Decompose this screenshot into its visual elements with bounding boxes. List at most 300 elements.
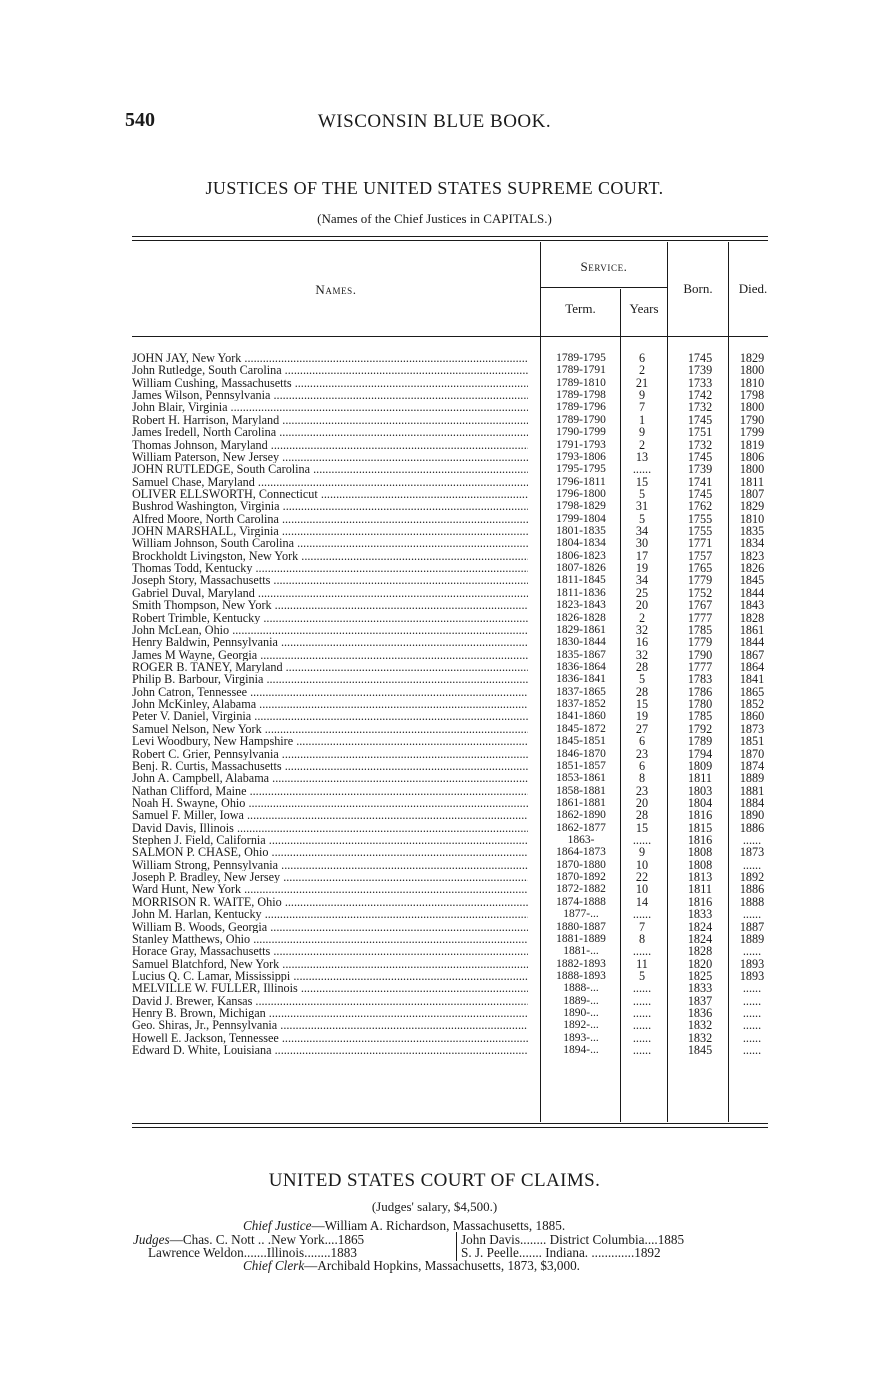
years-served: 34 bbox=[635, 573, 649, 588]
years-served: 32 bbox=[635, 622, 649, 637]
years-served: 10 bbox=[635, 882, 649, 897]
term-of-service: 1789-1796 bbox=[556, 401, 606, 414]
justice-name: John McKinley, Alabama ..... bbox=[132, 698, 528, 710]
term-of-service: 1829-1861 bbox=[556, 623, 606, 636]
table-row bbox=[132, 426, 772, 438]
years-served: 34 bbox=[635, 524, 649, 539]
table-row bbox=[132, 401, 772, 413]
years-served: 28 bbox=[635, 684, 649, 699]
year-died: 1829 bbox=[739, 499, 765, 514]
chief-justice-text: —William A. Richardson, Massachusetts, 1885. bbox=[311, 1218, 566, 1233]
header-term: Term. bbox=[565, 301, 596, 316]
term-of-service: 1888-... bbox=[563, 982, 599, 995]
term-of-service: 1892-... bbox=[563, 1019, 599, 1032]
table-row bbox=[132, 364, 772, 376]
year-born: 1813 bbox=[687, 870, 713, 885]
term-of-service: 1789-1810 bbox=[556, 376, 606, 389]
year-died: 1819 bbox=[739, 437, 765, 452]
justice-name: Henry Baldwin, Pennsylvania ..... bbox=[132, 636, 528, 648]
table-row bbox=[132, 933, 772, 945]
justice-name: John M. Harlan, Kentucky ..... bbox=[132, 908, 528, 920]
year-born: 1816 bbox=[687, 833, 713, 848]
year-born: 1745 bbox=[687, 486, 713, 501]
year-born: 1803 bbox=[687, 783, 713, 798]
term-of-service: 1894-... bbox=[563, 1044, 599, 1057]
table-row bbox=[132, 636, 772, 648]
years-served: 9 bbox=[638, 388, 646, 403]
table-row bbox=[132, 414, 772, 426]
table-row bbox=[132, 352, 772, 364]
justice-name: John Blair, Virginia ..... bbox=[132, 401, 528, 413]
year-died: 1834 bbox=[739, 536, 765, 551]
term-of-service: 1789-1798 bbox=[556, 389, 606, 402]
term-of-service: 1811-1845 bbox=[556, 574, 606, 587]
table-row bbox=[132, 525, 772, 537]
year-died: 1835 bbox=[739, 524, 765, 539]
years-served: 22 bbox=[635, 870, 649, 885]
years-served: 2 bbox=[638, 610, 646, 625]
term-of-service: 1796-1811 bbox=[556, 475, 606, 488]
justice-name: Robert Trimble, Kentucky ..... bbox=[132, 612, 528, 624]
years-served: 5 bbox=[638, 968, 646, 983]
years-served: ...... bbox=[632, 1018, 652, 1033]
years-served: 21 bbox=[635, 375, 649, 390]
term-of-service: 1864-1873 bbox=[556, 846, 606, 859]
table-row bbox=[132, 1019, 772, 1031]
years-served: 17 bbox=[635, 548, 649, 563]
term-of-service: 1798-1829 bbox=[556, 500, 606, 513]
year-born: 1833 bbox=[687, 981, 713, 996]
header-years: Years bbox=[629, 301, 659, 316]
table-row bbox=[132, 921, 772, 933]
years-served: 11 bbox=[636, 956, 648, 971]
year-died: 1823 bbox=[739, 548, 765, 563]
justice-name: Samuel Nelson, New York ..... bbox=[132, 723, 528, 735]
year-born: 1779 bbox=[687, 635, 713, 650]
year-born: 1836 bbox=[687, 1006, 713, 1021]
table-row bbox=[132, 945, 772, 957]
table-row bbox=[132, 673, 772, 685]
table-row bbox=[132, 710, 772, 722]
justice-name: MELVILLE W. FULLER, Illinois ..... bbox=[132, 982, 528, 994]
term-of-service: 1835-1867 bbox=[556, 648, 606, 661]
year-died: 1890 bbox=[739, 808, 765, 823]
years-served: 32 bbox=[635, 647, 649, 662]
years-served: ...... bbox=[632, 981, 652, 996]
term-of-service: 1872-1882 bbox=[556, 883, 606, 896]
year-died: ...... bbox=[742, 833, 762, 848]
table-row bbox=[132, 834, 772, 846]
years-served: 13 bbox=[635, 449, 649, 464]
year-died: 1861 bbox=[739, 622, 765, 637]
term-of-service: 1861-1881 bbox=[556, 796, 606, 809]
justice-name: Gabriel Duval, Maryland ..... bbox=[132, 587, 528, 599]
header-service: Service. bbox=[580, 259, 628, 274]
justice-name: Stephen J. Field, California ..... bbox=[132, 834, 528, 846]
claims-subtitle: (Judges' salary, $4,500.) bbox=[371, 1199, 498, 1214]
years-served: 20 bbox=[635, 598, 649, 613]
judges-line2-left: Lawrence Weldon.......Illinois........1883 bbox=[148, 1245, 357, 1260]
year-died: 1806 bbox=[739, 449, 765, 464]
justice-name: Ward Hunt, New York ..... bbox=[132, 883, 528, 895]
year-died: 1843 bbox=[739, 598, 765, 613]
years-served: 27 bbox=[635, 721, 649, 736]
years-served: 19 bbox=[635, 709, 649, 724]
years-served: ...... bbox=[632, 907, 652, 922]
years-served: 31 bbox=[635, 499, 649, 514]
year-died: 1844 bbox=[739, 635, 765, 650]
header-born: Born. bbox=[683, 281, 713, 296]
table-row bbox=[132, 748, 772, 760]
year-born: 1828 bbox=[687, 944, 713, 959]
term-of-service: 1836-1841 bbox=[556, 673, 606, 686]
year-died: 1800 bbox=[739, 400, 765, 415]
year-born: 1789 bbox=[687, 734, 713, 749]
table-row bbox=[132, 463, 772, 475]
term-of-service: 1845-1872 bbox=[556, 722, 606, 735]
justice-name: John Catron, Tennessee ..... bbox=[132, 686, 528, 698]
table-row bbox=[132, 809, 772, 821]
year-died: 1851 bbox=[739, 734, 765, 749]
justice-name: Geo. Shiras, Jr., Pennsylvania ..... bbox=[132, 1019, 528, 1031]
table-row bbox=[132, 896, 772, 908]
term-of-service: 1889-... bbox=[563, 994, 599, 1007]
years-served: ...... bbox=[632, 993, 652, 1008]
judges-line2-right: S. J. Peelle....... Indiana. .............1892 bbox=[461, 1245, 661, 1260]
year-born: 1751 bbox=[687, 425, 713, 440]
years-served: 25 bbox=[635, 585, 649, 600]
justice-name: James Iredell, North Carolina ..... bbox=[132, 426, 528, 438]
justice-name: Thomas Johnson, Maryland ..... bbox=[132, 439, 528, 451]
term-of-service: 1893-... bbox=[563, 1031, 599, 1044]
years-served: ...... bbox=[632, 1006, 652, 1021]
chief-clerk-line bbox=[243, 1258, 580, 1274]
term-of-service: 1888-1893 bbox=[556, 969, 606, 982]
years-served: ...... bbox=[632, 462, 652, 477]
justice-name: Bushrod Washington, Virginia ..... bbox=[132, 500, 528, 512]
year-died: 1807 bbox=[739, 486, 765, 501]
justice-name: Howell E. Jackson, Tennessee ..... bbox=[132, 1032, 528, 1044]
year-died: 1829 bbox=[739, 351, 765, 365]
table-row bbox=[132, 871, 772, 883]
justices-table-body bbox=[132, 352, 772, 1056]
page-number: 540 bbox=[125, 109, 155, 131]
justice-name: JOHN JAY, New York ..... bbox=[132, 352, 528, 364]
year-died: ...... bbox=[742, 1018, 762, 1033]
table-row bbox=[132, 513, 772, 525]
years-served: 8 bbox=[638, 771, 646, 786]
judges-line1-right: John Davis........ District Columbia....1885 bbox=[461, 1232, 685, 1247]
years-served: 23 bbox=[635, 783, 649, 798]
year-born: 1816 bbox=[687, 808, 713, 823]
year-born: 1732 bbox=[687, 400, 713, 415]
term-of-service: 1870-1892 bbox=[556, 871, 606, 884]
years-served: 15 bbox=[635, 474, 649, 489]
table-top-rule-1 bbox=[132, 236, 768, 237]
years-served: 5 bbox=[638, 486, 646, 501]
years-served: 6 bbox=[638, 351, 646, 365]
justice-name: Noah H. Swayne, Ohio ..... bbox=[132, 797, 528, 809]
years-served: 2 bbox=[638, 437, 646, 452]
years-served: 30 bbox=[635, 536, 649, 551]
year-died: 1845 bbox=[739, 573, 765, 588]
term-of-service: 1811-1836 bbox=[556, 586, 606, 599]
table-row bbox=[132, 562, 772, 574]
chief-clerk-text: —Archibald Hopkins, Massachusetts, 1873, $3,000. bbox=[304, 1258, 580, 1273]
term-of-service: 1791-1793 bbox=[556, 438, 606, 451]
year-died: 1889 bbox=[739, 931, 765, 946]
justice-name: William Cushing, Massachusetts ..... bbox=[132, 377, 528, 389]
years-served: 5 bbox=[638, 672, 646, 687]
year-born: 1771 bbox=[687, 536, 713, 551]
justice-name: SALMON P. CHASE, Ohio ..... bbox=[132, 846, 528, 858]
term-of-service: 1846-1870 bbox=[556, 747, 606, 760]
term-of-service: 1795-1795 bbox=[556, 463, 606, 476]
year-died: 1826 bbox=[739, 561, 765, 576]
years-served: 7 bbox=[638, 919, 646, 934]
year-born: 1745 bbox=[687, 449, 713, 464]
years-served: 15 bbox=[635, 697, 649, 712]
justice-name: James Wilson, Pennsylvania ..... bbox=[132, 389, 528, 401]
year-died: 1844 bbox=[739, 585, 765, 600]
year-died: ...... bbox=[742, 1043, 762, 1058]
table-row bbox=[132, 822, 772, 834]
years-served: 5 bbox=[638, 511, 646, 526]
years-served: 9 bbox=[638, 845, 646, 860]
year-born: 1767 bbox=[687, 598, 713, 613]
year-died: 1893 bbox=[739, 956, 765, 971]
year-born: 1762 bbox=[687, 499, 713, 514]
year-born: 1745 bbox=[687, 412, 713, 427]
running-head: WISCONSIN BLUE BOOK. bbox=[317, 111, 552, 132]
year-died: ...... bbox=[742, 1030, 762, 1045]
term-of-service: 1823-1843 bbox=[556, 599, 606, 612]
justice-name: Levi Woodbury, New Hampshire ..... bbox=[132, 735, 528, 747]
justices-title: JUSTICES OF THE UNITED STATES SUPREME COURT. bbox=[205, 178, 664, 198]
term-of-service: 1877-... bbox=[563, 908, 599, 921]
year-died: ...... bbox=[742, 907, 762, 922]
chief-justice-label: Chief Justice bbox=[243, 1218, 312, 1233]
years-served: 6 bbox=[638, 734, 646, 749]
year-died: 1886 bbox=[739, 820, 765, 835]
year-born: 1809 bbox=[687, 758, 713, 773]
years-served: 15 bbox=[635, 820, 649, 835]
year-born: 1832 bbox=[687, 1030, 713, 1045]
service-divider-rule bbox=[540, 287, 667, 288]
table-row bbox=[132, 550, 772, 562]
year-died: 1881 bbox=[739, 783, 765, 798]
year-died: 1873 bbox=[739, 845, 765, 860]
justice-name: Samuel F. Miller, Iowa ..... bbox=[132, 809, 528, 821]
justice-name: Robert H. Harrison, Maryland ..... bbox=[132, 414, 528, 426]
term-of-service: 1881-1889 bbox=[556, 932, 606, 945]
table-row bbox=[132, 859, 772, 871]
year-died: 1798 bbox=[739, 388, 765, 403]
table-row bbox=[132, 760, 772, 772]
year-born: 1804 bbox=[687, 795, 713, 810]
year-born: 1733 bbox=[687, 375, 713, 390]
table-row bbox=[132, 908, 772, 920]
year-born: 1755 bbox=[687, 524, 713, 539]
year-died: 1811 bbox=[740, 474, 764, 489]
term-of-service: 1801-1835 bbox=[556, 525, 606, 538]
claims-title: UNITED STATES COURT OF CLAIMS. bbox=[268, 1170, 601, 1191]
year-born: 1779 bbox=[687, 573, 713, 588]
judges-line1-left: —Chas. C. Nott .. .New York....1865 bbox=[169, 1232, 365, 1247]
justice-name: JOHN MARSHALL, Virginia ..... bbox=[132, 525, 528, 537]
table-row bbox=[132, 797, 772, 809]
term-of-service: 1858-1881 bbox=[556, 784, 606, 797]
year-born: 1808 bbox=[687, 845, 713, 860]
term-of-service: 1806-1823 bbox=[556, 549, 606, 562]
year-died: ...... bbox=[742, 981, 762, 996]
table-row bbox=[132, 723, 772, 735]
term-of-service: 1870-1880 bbox=[556, 858, 606, 871]
justice-name: ROGER B. TANEY, Maryland ..... bbox=[132, 661, 528, 673]
year-born: 1816 bbox=[687, 894, 713, 909]
year-died: 1889 bbox=[739, 771, 765, 786]
year-died: ...... bbox=[742, 1006, 762, 1021]
table-row bbox=[132, 451, 772, 463]
year-born: 1783 bbox=[687, 672, 713, 687]
justice-name: Peter V. Daniel, Virginia ..... bbox=[132, 710, 528, 722]
table-row bbox=[132, 958, 772, 970]
years-served: 10 bbox=[635, 857, 649, 872]
year-died: 1810 bbox=[739, 511, 765, 526]
year-died: 1874 bbox=[739, 758, 765, 773]
year-born: 1755 bbox=[687, 511, 713, 526]
year-died: 1886 bbox=[739, 882, 765, 897]
term-of-service: 1790-1799 bbox=[556, 426, 606, 439]
year-died: 1892 bbox=[739, 870, 765, 885]
table-row bbox=[132, 537, 772, 549]
year-died: 1864 bbox=[739, 659, 765, 674]
term-of-service: 1796-1800 bbox=[556, 487, 606, 500]
year-born: 1741 bbox=[687, 474, 713, 489]
term-of-service: 1793-1806 bbox=[556, 450, 606, 463]
table-row bbox=[132, 389, 772, 401]
table-row bbox=[132, 439, 772, 451]
term-of-service: 1863- bbox=[567, 834, 595, 847]
year-died: 1828 bbox=[739, 610, 765, 625]
term-of-service: 1837-1852 bbox=[556, 698, 606, 711]
term-of-service: 1789-1791 bbox=[556, 364, 606, 377]
term-of-service: 1841-1860 bbox=[556, 710, 606, 723]
year-born: 1777 bbox=[687, 659, 713, 674]
year-born: 1745 bbox=[687, 351, 713, 365]
year-born: 1790 bbox=[687, 647, 713, 662]
years-served: 28 bbox=[635, 659, 649, 674]
term-of-service: 1845-1851 bbox=[556, 735, 606, 748]
year-died: 1884 bbox=[739, 795, 765, 810]
table-row bbox=[132, 624, 772, 636]
table-bottom-rule-1 bbox=[132, 1123, 768, 1124]
term-of-service: 1836-1864 bbox=[556, 660, 606, 673]
year-died: 1867 bbox=[739, 647, 765, 662]
justice-name: James M Wayne, Georgia ..... bbox=[132, 649, 528, 661]
justice-name: Horace Gray, Massachusetts ..... bbox=[132, 945, 528, 957]
year-died: 1799 bbox=[739, 425, 765, 440]
header-bottom-rule bbox=[132, 336, 768, 337]
year-born: 1808 bbox=[687, 857, 713, 872]
justice-name: William Strong, Pennsylvania ..... bbox=[132, 859, 528, 871]
term-of-service: 1789-1795 bbox=[556, 352, 606, 364]
year-born: 1811 bbox=[688, 771, 712, 786]
year-born: 1739 bbox=[687, 462, 713, 477]
year-born: 1824 bbox=[687, 919, 713, 934]
term-of-service: 1890-... bbox=[563, 1007, 599, 1020]
years-served: 6 bbox=[638, 758, 646, 773]
year-died: 1860 bbox=[739, 709, 765, 724]
years-served: ...... bbox=[632, 944, 652, 959]
year-born: 1794 bbox=[687, 746, 713, 761]
year-born: 1752 bbox=[687, 585, 713, 600]
term-of-service: 1851-1857 bbox=[556, 759, 606, 772]
years-served: 8 bbox=[638, 931, 646, 946]
years-served: 14 bbox=[635, 894, 649, 909]
term-of-service: 1826-1828 bbox=[556, 611, 606, 624]
table-row bbox=[132, 1032, 772, 1044]
year-born: 1833 bbox=[687, 907, 713, 922]
years-served: 19 bbox=[635, 561, 649, 576]
year-born: 1811 bbox=[688, 882, 712, 897]
justice-name: MORRISON R. WAITE, Ohio ..... bbox=[132, 896, 528, 908]
justice-name: Smith Thompson, New York ..... bbox=[132, 599, 528, 611]
years-served: ...... bbox=[632, 1030, 652, 1045]
term-of-service: 1807-1826 bbox=[556, 562, 606, 575]
years-served: 28 bbox=[635, 808, 649, 823]
justice-name: John Rutledge, South Carolina ..... bbox=[132, 364, 528, 376]
year-born: 1777 bbox=[687, 610, 713, 625]
years-served: 2 bbox=[638, 363, 646, 378]
justice-name: Joseph Story, Massachusetts ..... bbox=[132, 574, 528, 586]
table-row bbox=[132, 846, 772, 858]
term-of-service: 1837-1865 bbox=[556, 685, 606, 698]
justice-name: Nathan Clifford, Maine ..... bbox=[132, 785, 528, 797]
table-top-rule-2 bbox=[132, 240, 768, 241]
year-died: 1800 bbox=[739, 363, 765, 378]
justice-name: David Davis, Illinois ..... bbox=[132, 822, 528, 834]
justice-name: Alfred Moore, North Carolina ..... bbox=[132, 513, 528, 525]
term-of-service: 1862-1890 bbox=[556, 809, 606, 822]
year-born: 1786 bbox=[687, 684, 713, 699]
justice-name: David J. Brewer, Kansas ..... bbox=[132, 995, 528, 1007]
term-of-service: 1862-1877 bbox=[556, 821, 606, 834]
justice-name: William Johnson, South Carolina ..... bbox=[132, 537, 528, 549]
term-of-service: 1789-1790 bbox=[556, 413, 606, 426]
table-row bbox=[132, 649, 772, 661]
justice-name: JOHN RUTLEDGE, South Carolina ..... bbox=[132, 463, 528, 475]
year-born: 1832 bbox=[687, 1018, 713, 1033]
year-born: 1792 bbox=[687, 721, 713, 736]
table-row bbox=[132, 1007, 772, 1019]
years-served: 1 bbox=[638, 412, 646, 427]
justice-name: Brockholdt Livingston, New York ..... bbox=[132, 550, 528, 562]
table-row bbox=[132, 599, 772, 611]
years-served: 9 bbox=[638, 425, 646, 440]
justice-name: Henry B. Brown, Michigan ..... bbox=[132, 1007, 528, 1019]
year-born: 1837 bbox=[687, 993, 713, 1008]
justice-name: William B. Woods, Georgia ..... bbox=[132, 921, 528, 933]
justice-name: Samuel Chase, Maryland ..... bbox=[132, 476, 528, 488]
years-served: 16 bbox=[635, 635, 649, 650]
year-born: 1765 bbox=[687, 561, 713, 576]
table-row bbox=[132, 970, 772, 982]
table-row bbox=[132, 1044, 772, 1056]
justice-name: Stanley Matthews, Ohio ..... bbox=[132, 933, 528, 945]
justice-name: John McLean, Ohio ..... bbox=[132, 624, 528, 636]
year-died: ...... bbox=[742, 944, 762, 959]
